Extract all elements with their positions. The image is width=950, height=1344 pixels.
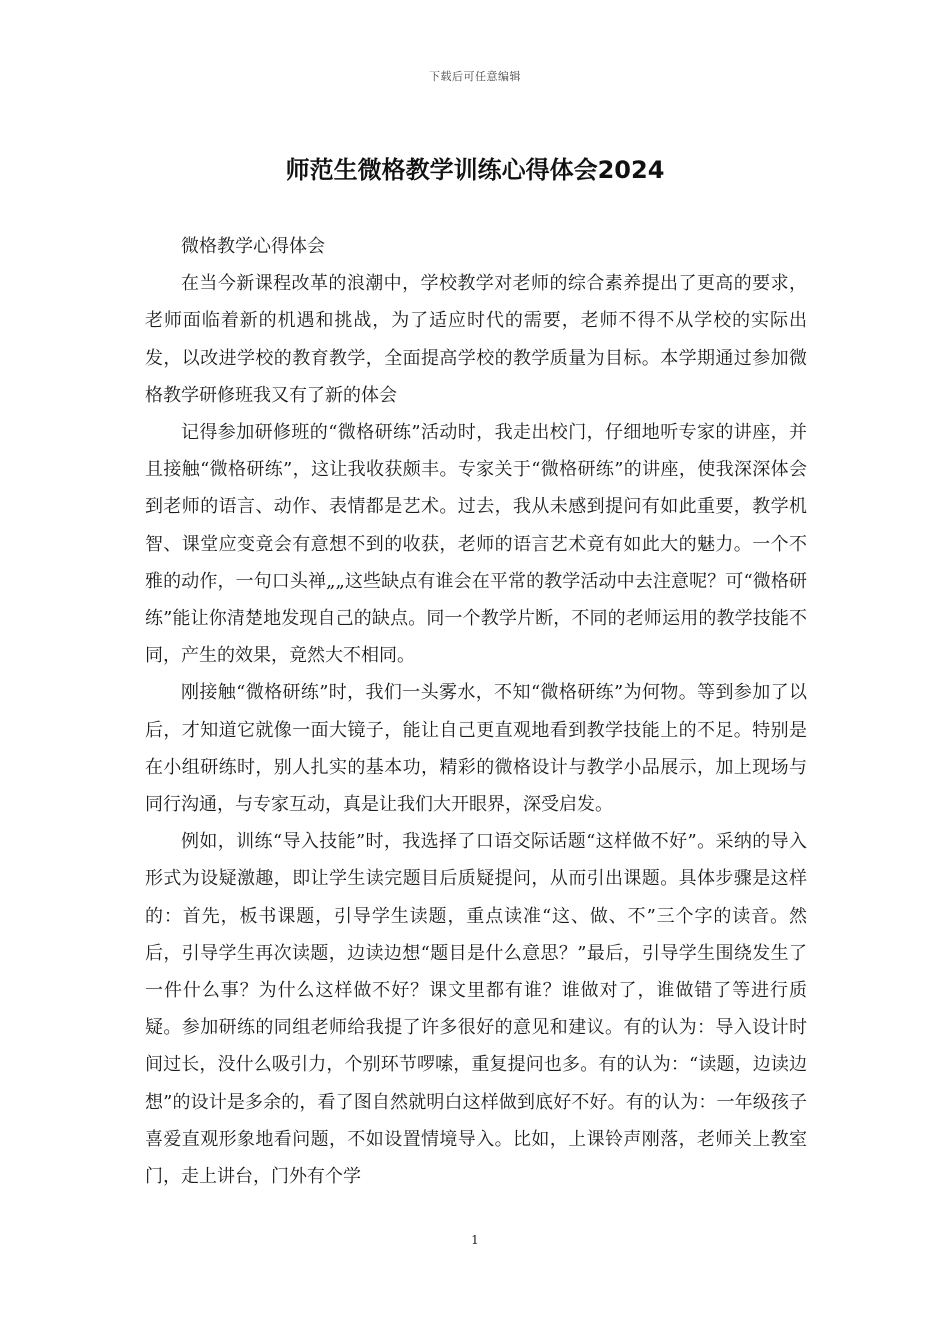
page-number: 1: [471, 1233, 479, 1247]
document-title: 师范生微格教学训练心得体会2024: [285, 156, 665, 184]
paragraph: 记得参加研修班的“微格研练”活动时，我走出校门，仔细地听专家的讲座，并且接触“微格研练”，这让我收获颇丰。专家关于“微格研练”的讲座，使我深深体会到老师的语言、动作、表情都是艺术。过去，我从未感到提问有如此重要，教学机智、课堂应变竟会有意想不到的收获，老师的语言艺术竟有如此大的魅力。一个不雅的动作，一句口头禅„„这些缺点有谁会在平常的教学活动中去注意呢？可“微格研练”能让你清楚地发现自己的缺点。同一个教学片断，不同的老师运用的教学技能不同，产生的效果，竟然大不相同。: [145, 422, 807, 667]
document-body: [145, 228, 807, 1195]
page-header: 下载后可任意编辑: [429, 70, 521, 83]
paragraph: 在当今新课程改革的浪潮中，学校教学对老师的综合素养提出了更高的要求，老师面临着新的机遇和挑战，为了适应时代的需要，老师不得不从学校的实际出发，以改进学校的教育教学，全面提高学校的教学质量为目标。本学期通过参加微格教学研修班我又有了新的体会: [145, 273, 807, 406]
paragraph-subtitle: 微格教学心得体会: [181, 236, 325, 257]
paragraph: 刚接触“微格研练”时，我们一头雾水，不知“微格研练”为何物。等到参加了以后，才知道它就像一面大镜子，能让自己更直观地看到教学技能上的不足。特别是在小组研练时，别人扎实的基本功，精彩的微格设计与教学小品展示，加上现场与同行沟通，与专家互动，真是让我们大开眼界，深受启发。: [145, 682, 807, 816]
paragraph: 例如，训练“导入技能”时，我选择了口语交际话题“这样做不好”。采纳的导入形式为设疑激趣，即让学生读完题目后质疑提问，从而引出课题。具体步骤是这样的：首先，板书课题，引导学生读题，重点读准“这、做、不”三个字的读音。然后，引导学生再次读题，边读边想“题目是什么意思？”最后，引导学生围绕发生了一件什么事？为什么这样做不好？课文里都有谁？谁做对了，谁做错了等进行质疑。参加研练的同组老师给我提了许多很好的意见和建议。有的认为：导入设计时间过长，没什么吸引力，个别环节啰嗦，重复提问也多。有的认为：“读题，边读边想”的设计是多余的，看了图自然就明白这样做到底好不好。有的认为：一年级孩子喜爱直观形象地看问题，不如设置情境导入。比如，上课铃声刚落，老师关上教室门，走上讲台，门外有个学: [145, 831, 807, 1188]
